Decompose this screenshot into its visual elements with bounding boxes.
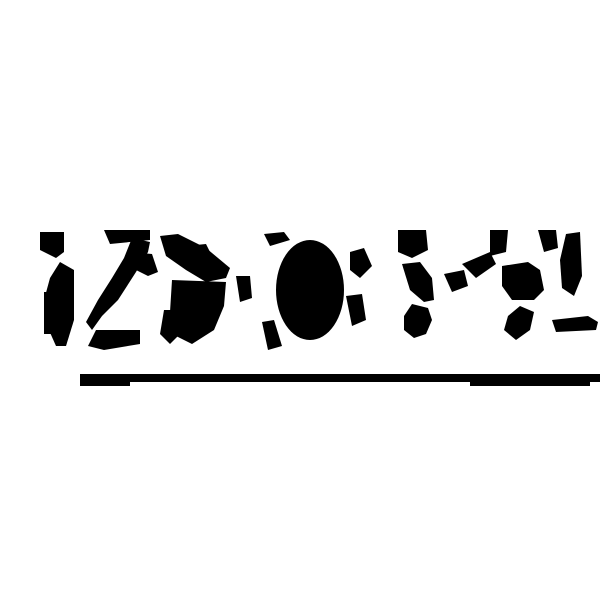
captcha-text-layer [40,222,590,362]
captcha-underline [80,374,600,382]
